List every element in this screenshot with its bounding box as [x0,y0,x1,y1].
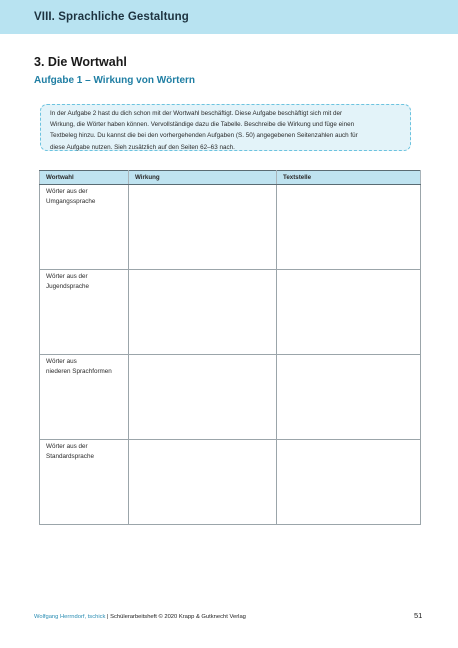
table-row [40,440,421,525]
row-label-line: Wörter aus der [46,273,88,280]
row-label-line: Standardsprache [46,453,94,460]
wirkung-answer-cell[interactable] [129,270,277,355]
worksheet-table [39,170,420,518]
table-row [40,270,421,355]
row-label-cell [40,440,129,525]
chapter-title: VIII. Sprachliche Gestaltung [34,11,189,23]
wirkung-answer-cell[interactable] [129,355,277,440]
column-header-wirkung: Wirkung [129,171,277,185]
row-label-line: Wörter aus der [46,188,88,195]
footer-credit [34,614,246,620]
instruction-line: diese Aufgabe nutzen. Sieh zusätzlich auf den Seiten 62–63 nach. [50,143,235,151]
column-header-wortwahl: Wortwahl [40,171,129,185]
row-label-cell [40,355,129,440]
row-label-line: Wörter aus [46,358,77,365]
footer-author: Wolfgang Herrndorf, tschick [34,614,106,620]
instruction-line: Wirkung, die Wörter haben können. Vervollständige dazu die Tabelle. Beschreibe die Wirkung und füge einen [50,121,355,129]
row-label-line: Wörter aus der [46,443,88,450]
row-label-line: niederen Sprachformen [46,368,112,375]
row-label-line: Jugendsprache [46,283,90,290]
textstelle-answer-cell[interactable] [277,270,421,355]
wirkung-answer-cell[interactable] [129,440,277,525]
textstelle-answer-cell[interactable] [277,355,421,440]
column-header-textstelle: Textstelle [277,171,421,185]
page-number: 51 [414,611,423,620]
textstelle-answer-cell[interactable] [277,185,421,270]
task-title: Aufgabe 1 – Wirkung von Wörtern [34,75,196,86]
row-label-cell [40,270,129,355]
instruction-line: In der Aufgabe 2 hast du dich schon mit der Wortwahl beschäftigt. Diese Aufgabe beschäftigt sich mit der [50,110,343,117]
instruction-line: Textbeleg hinzu. Du kannst die bei den vorhergehenden Aufgaben (S. 50) angegebenen Seitenzahlen auch für [50,132,358,140]
wirkung-answer-cell[interactable] [129,185,277,270]
row-label-line: Umgangssprache [46,198,96,205]
footer-publisher: | Schülerarbeitsheft © 2020 Krapp & Gutknecht Verlag [105,614,246,620]
textstelle-answer-cell[interactable] [277,440,421,525]
instruction-box [40,104,411,151]
table-row [40,185,421,270]
table-header-row [40,171,421,185]
row-label-cell [40,185,129,270]
section-title: 3. Die Wortwahl [34,55,127,69]
table-row [40,355,421,440]
